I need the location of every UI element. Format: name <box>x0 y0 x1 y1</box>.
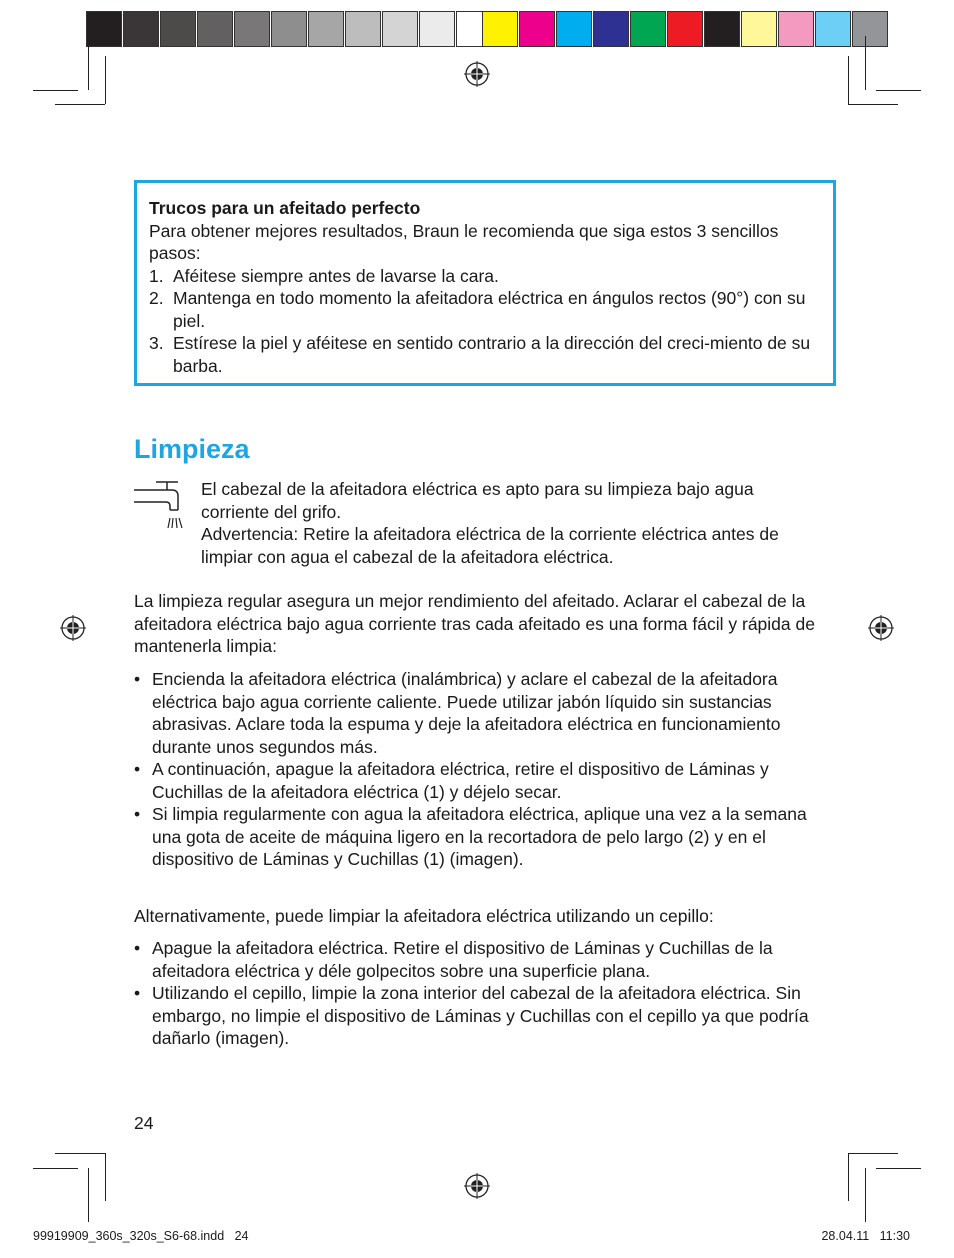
crop-mark <box>876 1168 921 1169</box>
section-heading: Limpieza <box>134 434 250 464</box>
bullet: • <box>134 983 141 1003</box>
list-item <box>134 803 824 871</box>
crop-mark <box>55 1153 105 1154</box>
footer-filename: 99919909_360s_320s_S6-68.indd 24 <box>33 1229 249 1243</box>
tips-steps-list <box>149 265 821 378</box>
list-item <box>134 668 824 758</box>
color-swatch <box>86 11 122 47</box>
color-swatch <box>234 11 270 47</box>
footer-date: 28.04.11 11:30 <box>821 1229 910 1243</box>
color-swatch <box>308 11 344 47</box>
tap-text: El cabezal de la afeitadora eléctrica es apto para su limpieza bajo agua corriente del grifo. <box>201 479 754 522</box>
registration-mark-icon <box>464 61 490 87</box>
crop-mark <box>865 1168 866 1222</box>
color-swatch <box>382 11 418 47</box>
crop-mark <box>88 1168 89 1222</box>
step-text: Aféitese siempre antes de lavarse la cara. <box>173 265 499 286</box>
color-swatch <box>852 11 888 47</box>
brush-steps-list <box>134 937 824 1050</box>
tap-instructions <box>201 478 821 568</box>
color-swatch <box>160 11 196 47</box>
tips-intro: Para obtener mejores resultados, Braun le recomienda que siga estos 3 sencillos pasos: <box>149 220 779 263</box>
color-swatch <box>556 11 592 47</box>
list-item-text: Utilizando el cepillo, limpie la zona interior del cabezal de la afeitadora eléctrica. Sin embargo, no limpie el dispositivo de Láminas y Cuchillas con el cepillo ya que podría dañarlo (imagen). <box>152 983 809 1048</box>
tips-box <box>134 180 836 386</box>
list-item <box>149 287 821 332</box>
color-swatch <box>197 11 233 47</box>
bullet: • <box>134 669 141 689</box>
color-swatch <box>519 11 555 47</box>
registration-mark-icon <box>464 1173 490 1199</box>
list-item <box>149 265 821 288</box>
crop-mark <box>105 1153 106 1201</box>
brush-intro-paragraph: Alternativamente, puede limpiar la afeitadora eléctrica utilizando un cepillo: <box>134 906 714 926</box>
crop-mark <box>848 56 849 104</box>
color-swatch <box>123 11 159 47</box>
crop-mark <box>876 90 921 91</box>
list-item-text: A continuación, apague la afeitadora eléctrica, retire el dispositivo de Láminas y Cuchillas de la afeitadora eléctrica (1) y déjelo secar. <box>152 759 769 802</box>
color-swatch <box>815 11 851 47</box>
bullet: • <box>134 804 141 824</box>
cleaning-intro-paragraph: La limpieza regular asegura un mejor rendimiento del afeitado. Aclarar el cabezal de la afeitadora eléctrica bajo agua corriente tras cada afeitado es una forma fácil y rápida de mantenerla limpia: <box>134 591 815 656</box>
step-number: 2. <box>149 288 164 308</box>
crop-mark <box>33 90 78 91</box>
list-item-text: Apague la afeitadora eléctrica. Retire el dispositivo de Láminas y Cuchillas de la afeitadora eléctrica y déle golpecitos sobre una superficie plana. <box>152 938 773 981</box>
color-calibration-bar <box>482 11 889 47</box>
water-tap-icon <box>134 480 190 530</box>
step-text: Estírese la piel y aféitese en sentido contrario a la dirección del creci-miento de su barba. <box>173 333 811 376</box>
warning-text: Advertencia: Retire la afeitadora eléctrica de la corriente eléctrica antes de limpiar con agua el cabezal de la afeitadora eléctrica. <box>201 524 779 567</box>
cleaning-steps-list <box>134 668 824 871</box>
gray-calibration-bar <box>86 11 493 47</box>
list-item <box>149 332 821 377</box>
list-item <box>134 937 824 982</box>
bullet: • <box>134 938 141 958</box>
color-swatch <box>482 11 518 47</box>
color-swatch <box>271 11 307 47</box>
crop-mark <box>865 36 866 90</box>
list-item <box>134 982 824 1050</box>
color-swatch <box>630 11 666 47</box>
crop-mark <box>33 1168 78 1169</box>
step-number: 1. <box>149 265 164 286</box>
crop-mark <box>55 104 105 105</box>
list-item-text: Si limpia regularmente con agua la afeitadora eléctrica, aplique una vez a la semana una gota de aceite de máquina ligero en la recortadora de pelo largo (2) y en el dispositivo de Láminas y Cuchillas (1) (imagen). <box>152 804 807 869</box>
color-swatch <box>667 11 703 47</box>
list-item-text: Encienda la afeitadora eléctrica (inalámbrica) y aclare el cabezal de la afeitadora eléctrica bajo agua corriente caliente. Puede utilizar jabón líquido sin sustancias abrasivas. Aclare toda la espuma y deje la afeitadora eléctrica en funcionamiento durante unos segundos más. <box>152 669 781 757</box>
crop-mark <box>848 104 898 105</box>
crop-mark <box>88 36 89 90</box>
color-swatch <box>741 11 777 47</box>
crop-mark <box>848 1153 898 1154</box>
crop-mark <box>105 56 106 104</box>
step-number: 3. <box>149 333 164 353</box>
color-swatch <box>419 11 455 47</box>
page-number: 24 <box>134 1113 154 1133</box>
color-swatch <box>593 11 629 47</box>
list-item <box>134 758 824 803</box>
bullet: • <box>134 759 141 779</box>
color-swatch <box>778 11 814 47</box>
color-swatch <box>704 11 740 47</box>
color-swatch <box>345 11 381 47</box>
registration-mark-icon <box>868 615 894 641</box>
registration-mark-icon <box>60 615 86 641</box>
crop-mark <box>848 1153 849 1201</box>
step-text: Mantenga en todo momento la afeitadora eléctrica en ángulos rectos (90°) con su piel. <box>173 288 806 331</box>
tips-title: Trucos para un afeitado perfecto <box>149 198 421 218</box>
